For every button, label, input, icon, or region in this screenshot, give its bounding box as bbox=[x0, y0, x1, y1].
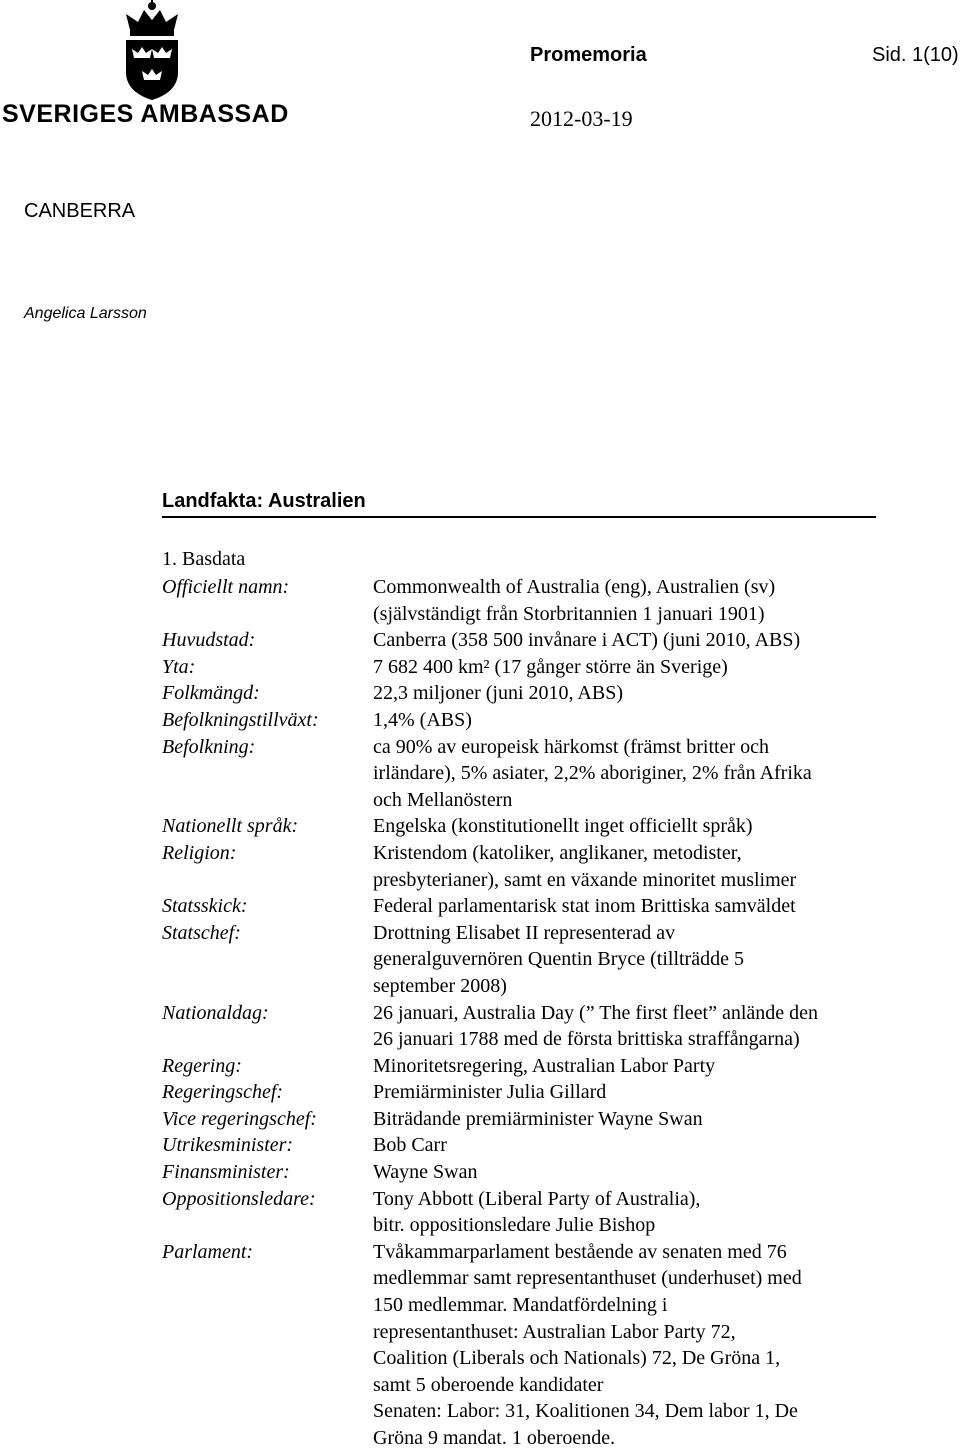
fact-value-line: Kristendom (katoliker, anglikaner, metodister, bbox=[373, 841, 742, 864]
fact-label: Finansminister: bbox=[162, 1161, 290, 1184]
fact-value-line: Tvåkammarparlament bestående av senaten med 76 bbox=[373, 1240, 787, 1263]
fact-label: Religion: bbox=[162, 841, 237, 864]
fact-value bbox=[373, 1106, 882, 1133]
fact-value-line: Minoritetsregering, Australian Labor Party bbox=[373, 1054, 716, 1077]
fact-value bbox=[373, 707, 882, 734]
fact-value-line: Tony Abbott (Liberal Party of Australia), bbox=[373, 1187, 701, 1210]
fact-value-line: Canberra (358 500 invånare i ACT) (juni 2010, ABS) bbox=[373, 629, 801, 652]
fact-value bbox=[373, 1053, 882, 1080]
fact-value-line: Commonwealth of Australia (eng), Australien (sv) bbox=[373, 576, 776, 598]
fact-label: Yta: bbox=[162, 655, 196, 678]
fact-row bbox=[162, 1053, 882, 1080]
fact-value-line: (självständigt från Storbritannien 1 januari 1901) bbox=[373, 602, 765, 625]
fact-value-line: 7 682 400 km² (17 gånger större än Sverige) bbox=[373, 655, 728, 678]
fact-value bbox=[373, 1000, 882, 1053]
fact-label: Nationaldag: bbox=[162, 1001, 269, 1024]
fact-row bbox=[162, 893, 882, 920]
fact-value-line: samt 5 oberoende kandidater bbox=[373, 1373, 604, 1396]
fact-label: Folkmängd: bbox=[162, 682, 260, 705]
fact-value-line: Premiärminister Julia Gillard bbox=[373, 1081, 607, 1104]
logo-text: SVERIGES AMBASSAD bbox=[2, 100, 289, 128]
author: Angelica Larsson bbox=[24, 305, 147, 322]
document-date: 2012-03-19 bbox=[530, 106, 633, 131]
fact-value bbox=[373, 734, 882, 814]
fact-label: Vice regeringschef: bbox=[162, 1107, 317, 1130]
fact-value-line: Gröna 9 mandat. 1 oberoende. bbox=[373, 1427, 616, 1449]
fact-value-line: Engelska (konstitutionellt inget officiellt språk) bbox=[373, 815, 753, 838]
fact-label: Statschef: bbox=[162, 921, 241, 944]
fact-label: Parlament: bbox=[162, 1240, 254, 1263]
fact-value bbox=[373, 574, 882, 627]
document-title: Landfakta: Australien bbox=[162, 490, 366, 512]
fact-value bbox=[373, 654, 882, 681]
fact-row bbox=[162, 920, 882, 1000]
fact-value-line: Bob Carr bbox=[373, 1134, 447, 1157]
memo-title: Promemoria bbox=[530, 44, 647, 66]
fact-label: Officiellt namn: bbox=[162, 576, 290, 598]
fact-value bbox=[373, 1186, 882, 1239]
fact-value-line: 26 januari, Australia Day (” The first fleet” anlände den bbox=[373, 1001, 819, 1024]
fact-value-line: Biträdande premiärminister Wayne Swan bbox=[373, 1107, 703, 1130]
fact-row bbox=[162, 1239, 882, 1452]
fact-value-line: 26 januari 1788 med de första brittiska straffångarna) bbox=[373, 1028, 800, 1051]
title-divider bbox=[162, 516, 876, 518]
fact-value-line: och Mellanöstern bbox=[373, 788, 513, 811]
fact-value-line: 150 medlemmar. Mandatfördelning i bbox=[373, 1294, 668, 1317]
fact-value bbox=[373, 1132, 882, 1159]
fact-label: Regering: bbox=[162, 1054, 242, 1077]
facts-list bbox=[162, 574, 882, 1452]
city: CANBERRA bbox=[24, 200, 136, 222]
fact-value-line: Drottning Elisabet II representerad av bbox=[373, 921, 676, 944]
fact-row bbox=[162, 1106, 882, 1133]
fact-value bbox=[373, 1239, 882, 1452]
fact-label: Befolkningstillväxt: bbox=[162, 708, 319, 731]
fact-value bbox=[373, 893, 882, 920]
shield-icon bbox=[126, 40, 178, 100]
fact-value-line: presbyterianer), samt en växande minoritet muslimer bbox=[373, 868, 797, 891]
fact-value-line: irländare), 5% asiater, 2,2% aboriginer, 2% från Afrika bbox=[373, 762, 812, 785]
fact-row bbox=[162, 707, 882, 734]
fact-value-line: 22,3 miljoner (juni 2010, ABS) bbox=[373, 682, 623, 705]
fact-label: Regeringschef: bbox=[162, 1081, 284, 1104]
fact-value-line: bitr. oppositionsledare Julie Bishop bbox=[373, 1214, 656, 1237]
fact-row bbox=[162, 1000, 882, 1053]
fact-row bbox=[162, 734, 882, 814]
fact-label: Statsskick: bbox=[162, 895, 248, 918]
fact-value-line: Senaten: Labor: 31, Koalitionen 34, Dem labor 1, De bbox=[373, 1400, 798, 1423]
fact-value-line: generalguvernören Quentin Bryce (tillträdde 5 bbox=[373, 948, 744, 971]
fact-value-line: september 2008) bbox=[373, 974, 507, 997]
fact-row bbox=[162, 1186, 882, 1239]
fact-label: Nationellt språk: bbox=[162, 815, 299, 838]
fact-value bbox=[373, 920, 882, 1000]
fact-row bbox=[162, 680, 882, 707]
page-number: Sid. 1(10) bbox=[872, 44, 959, 66]
fact-row bbox=[162, 654, 882, 681]
fact-row bbox=[162, 840, 882, 893]
fact-value bbox=[373, 813, 882, 840]
fact-label: Huvudstad: bbox=[162, 629, 256, 652]
fact-label: Utrikesminister: bbox=[162, 1134, 294, 1157]
fact-value-line: representanthuset: Australian Labor Party 72, bbox=[373, 1320, 736, 1343]
fact-value bbox=[373, 680, 882, 707]
fact-row bbox=[162, 574, 882, 627]
fact-row bbox=[162, 627, 882, 654]
fact-value-line: 1,4% (ABS) bbox=[373, 708, 472, 731]
fact-value-line: medlemmar samt representanthuset (underhuset) med bbox=[373, 1267, 802, 1290]
fact-value bbox=[373, 1159, 882, 1186]
fact-value bbox=[373, 1079, 882, 1106]
fact-label: Oppositionsledare: bbox=[162, 1187, 316, 1210]
fact-value-line: ca 90% av europeisk härkomst (främst britter och bbox=[373, 735, 769, 758]
fact-value-line: Federal parlamentarisk stat inom Brittiska samväldet bbox=[373, 895, 796, 918]
fact-row bbox=[162, 813, 882, 840]
fact-value-line: Wayne Swan bbox=[373, 1161, 478, 1184]
section-heading: 1. Basdata bbox=[162, 548, 246, 570]
fact-row bbox=[162, 1159, 882, 1186]
fact-row bbox=[162, 1132, 882, 1159]
crown-icon bbox=[126, 0, 178, 36]
fact-label: Befolkning: bbox=[162, 735, 256, 758]
fact-value bbox=[373, 627, 882, 654]
fact-value-line: Coalition (Liberals och Nationals) 72, De Gröna 1, bbox=[373, 1347, 781, 1370]
fact-row bbox=[162, 1079, 882, 1106]
fact-value bbox=[373, 840, 882, 893]
